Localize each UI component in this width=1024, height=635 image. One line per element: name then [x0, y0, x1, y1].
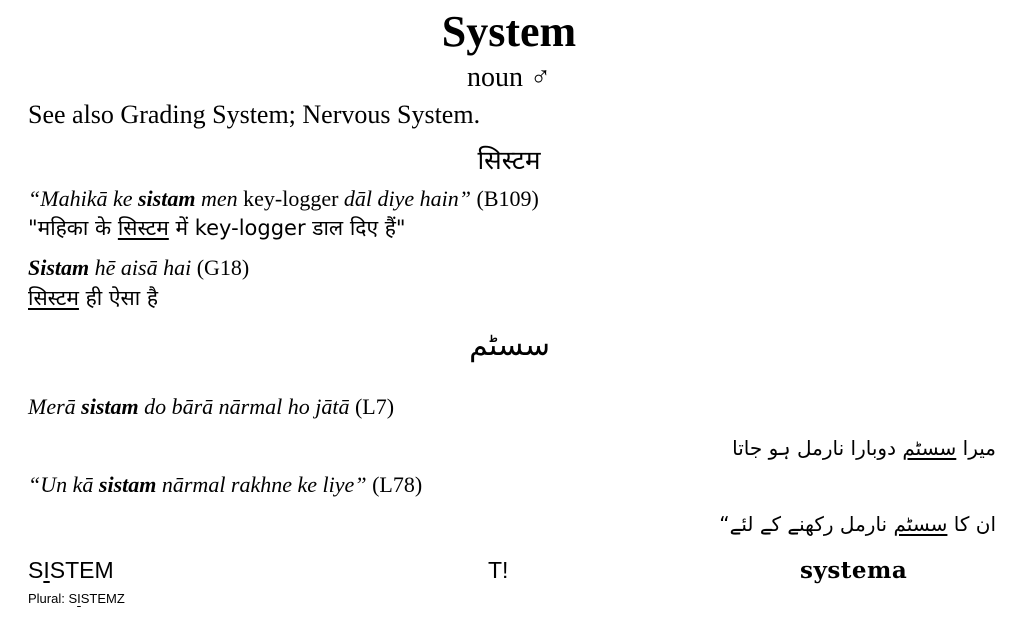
ex4-ur-post: نارمل رکھنے کے لئے“: [719, 512, 894, 536]
example-1-hindi: [28, 214, 406, 242]
plural-underlined-i: I: [77, 591, 81, 606]
ex1-text-a: Mahikā ke: [40, 186, 138, 211]
ex2-hi-underlined: सिस्टम: [28, 286, 79, 310]
male-gender-icon: ♂: [530, 62, 551, 93]
ex4-text-a: Un kā: [40, 472, 99, 497]
ex3-ref: (L7): [349, 394, 395, 419]
hindi-headword: सिस्टम: [477, 146, 541, 176]
urdu-headword: سسٹم: [469, 328, 550, 363]
trans-underlined-i: I: [43, 557, 50, 583]
trans-s: S: [28, 557, 44, 583]
ex2-hi-post: ही ऐसा है: [78, 286, 158, 310]
quote-open: “: [28, 472, 41, 497]
quote-close: ”: [354, 472, 367, 497]
ex4-bold-word: sistam: [98, 472, 157, 497]
tone-marker: T!: [488, 557, 509, 583]
ex1-ref: (B109): [471, 186, 539, 211]
pos-label: noun: [467, 62, 523, 93]
quote-close: ”: [458, 186, 472, 211]
ex1-hi-post: में key-logger डाल दिए हैं": [168, 216, 406, 240]
ex3-bold-word: sistam: [81, 394, 139, 419]
plural-label: Plural: S: [28, 591, 78, 606]
example-4-urdu: [719, 512, 996, 536]
entry-title: System: [441, 7, 577, 56]
ex1-hi-underlined: सिस्टम: [117, 216, 169, 240]
ex4-ur-underlined: سسٹم: [893, 512, 948, 536]
trans-rest: STEM: [49, 557, 114, 583]
example-2-hindi: [28, 284, 158, 312]
plural-note: [28, 591, 125, 606]
example-4-transliteration: [28, 472, 422, 498]
ex1-text-b: men: [195, 186, 244, 211]
example-3-urdu: [732, 436, 996, 460]
script-word: systema: [800, 557, 908, 584]
ex3-ur-post: دوبارا نارمل ہو جاتا: [732, 436, 903, 460]
plural-rest: STEMZ: [80, 591, 125, 606]
ex4-ref: (L78): [366, 472, 423, 497]
ex3-ur-pre: میرا: [956, 436, 996, 460]
ex1-hi-pre: "महिका के: [28, 216, 118, 240]
example-2-transliteration: [28, 255, 249, 281]
ex3-text-a: Merā: [28, 394, 82, 419]
ex1-plain: key-logger: [243, 186, 339, 211]
ex1-text-c: dāl diye hain: [338, 186, 459, 211]
ex4-ur-pre: ان کا: [947, 512, 996, 536]
ex2-text: hē aisā hai: [89, 255, 192, 280]
ex2-bold-word: Sistam: [28, 255, 90, 280]
ex4-text-b: nārmal rakhne ke liye: [156, 472, 355, 497]
ex3-ur-underlined: سسٹم: [902, 436, 957, 460]
see-also: See also Grading System; Nervous System.: [28, 100, 481, 129]
ex1-bold-word: sistam: [137, 186, 196, 211]
example-1-transliteration: [28, 186, 539, 212]
example-3-transliteration: [28, 394, 394, 420]
transcription: [28, 557, 114, 584]
part-of-speech: [0, 62, 1018, 94]
ex2-ref: (G18): [191, 255, 250, 280]
quote-open: “: [28, 186, 41, 211]
ex3-text-b: do bārā nārmal ho jātā: [138, 394, 350, 419]
